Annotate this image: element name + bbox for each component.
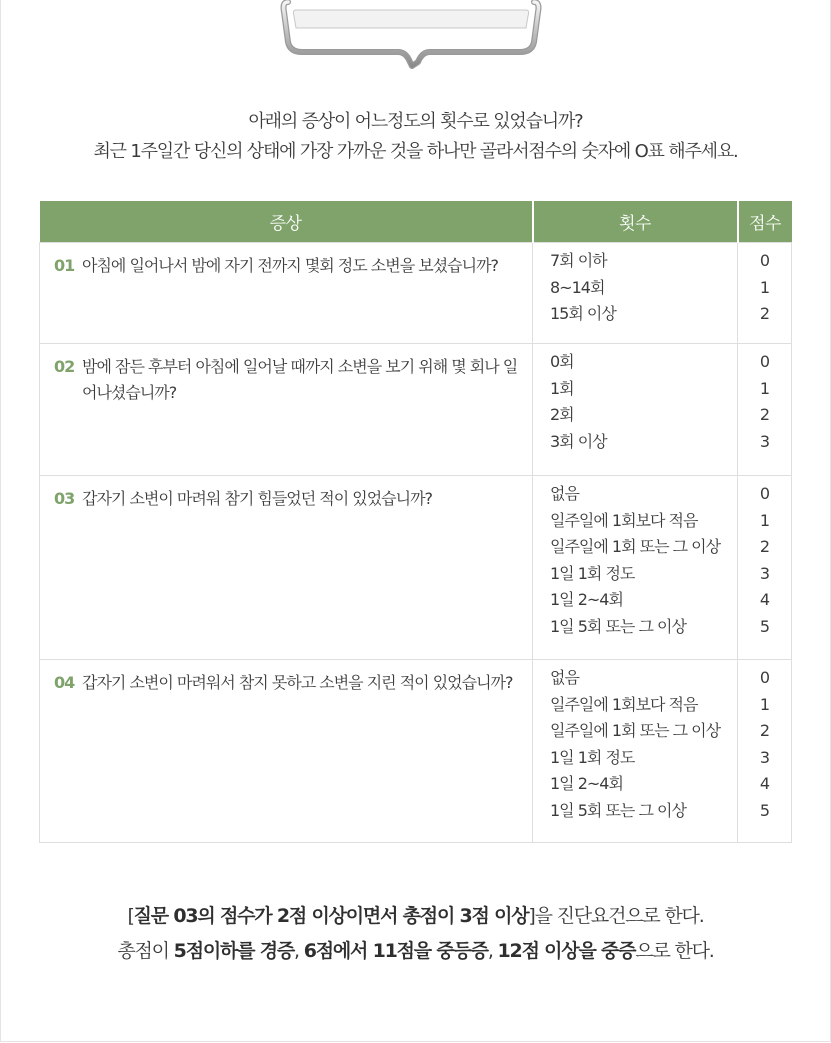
score-value[interactable]: 1 xyxy=(759,378,770,398)
frequency-option: 7회 이하 xyxy=(550,251,607,270)
intro-line-1: 아래의 증상이 어느정도의 횟수로 있었습니까? xyxy=(248,111,583,132)
frequency-option: 없음 xyxy=(550,484,579,503)
score-value[interactable]: 2 xyxy=(759,405,770,424)
table-row xyxy=(40,476,792,660)
frequency-option: 1회 xyxy=(550,378,574,398)
question-number: 02 xyxy=(54,357,75,376)
score-value[interactable]: 5 xyxy=(759,616,770,636)
question-cell xyxy=(40,344,533,476)
frequency-cell xyxy=(533,476,738,660)
score-value[interactable]: 0 xyxy=(759,668,770,687)
score-value[interactable]: 5 xyxy=(759,800,770,820)
question-cell xyxy=(40,476,533,660)
score-value[interactable]: 2 xyxy=(759,721,770,740)
score-value[interactable]: 4 xyxy=(759,774,770,793)
note-mild-bold: 5점이하를 경증 xyxy=(173,940,295,962)
header-symptom: 증상 xyxy=(40,201,533,243)
question-number: 04 xyxy=(54,673,75,692)
frequency-option: 일주일에 1회 또는 그 이상 xyxy=(550,537,721,556)
score-cell xyxy=(738,476,792,660)
clipboard-clip-icon xyxy=(278,0,544,72)
note-text: , xyxy=(294,940,304,962)
frequency-option: 일주일에 1회 또는 그 이상 xyxy=(550,721,721,740)
score-cell xyxy=(738,344,792,476)
frequency-option: 8~14회 xyxy=(550,277,605,297)
frequency-option: 0회 xyxy=(550,352,574,371)
frequency-option: 1일 5회 또는 그 이상 xyxy=(550,800,686,820)
score-value[interactable]: 2 xyxy=(759,537,770,556)
score-value[interactable]: 0 xyxy=(759,352,770,371)
score-value[interactable]: 3 xyxy=(759,747,770,767)
score-value[interactable]: 2 xyxy=(759,304,770,323)
severity-scale-note xyxy=(0,936,831,963)
note-text: , xyxy=(487,940,498,962)
score-value[interactable]: 3 xyxy=(759,431,770,451)
score-cell xyxy=(738,243,792,344)
question-text: 갑자기 소변이 마려워서 참지 못하고 소변을 지린 적이 있었습니까? xyxy=(82,673,513,692)
frequency-cell xyxy=(533,243,738,344)
question-cell xyxy=(40,243,533,344)
note-moderate-bold: 6점에서 11점을 중등증 xyxy=(303,940,488,962)
question-number: 03 xyxy=(54,489,75,508)
frequency-option: 일주일에 1회보다 적음 xyxy=(550,694,698,714)
frequency-option: 15회 이상 xyxy=(550,304,616,323)
score-value[interactable]: 1 xyxy=(759,694,770,714)
symptom-score-table xyxy=(39,201,792,843)
score-value[interactable]: 1 xyxy=(759,510,770,530)
table-row xyxy=(40,243,792,344)
question-cell xyxy=(40,660,533,843)
frequency-cell xyxy=(533,344,738,476)
score-value[interactable]: 1 xyxy=(759,277,770,297)
frequency-option: 1일 1회 정도 xyxy=(550,747,635,767)
frequency-option: 없음 xyxy=(550,668,579,687)
score-value[interactable]: 0 xyxy=(759,251,770,270)
frequency-option: 1일 1회 정도 xyxy=(550,563,635,583)
frequency-option: 2회 xyxy=(550,405,574,424)
diagnosis-criteria-note xyxy=(0,901,831,928)
frequency-option: 일주일에 1회보다 적음 xyxy=(550,510,698,530)
table-row xyxy=(40,344,792,476)
note-text: 으로 한다. xyxy=(635,940,714,962)
note-criteria-bold: 질문 03의 점수가 2점 이상이면서 총점이 3점 이상 xyxy=(133,905,529,927)
score-value[interactable]: 0 xyxy=(759,484,770,503)
score-value[interactable]: 3 xyxy=(759,563,770,583)
question-text: 갑자기 소변이 마려워 참기 힘들었던 적이 있었습니까? xyxy=(82,489,433,508)
note-criteria-rest: ]을 진단요건으로 한다. xyxy=(528,905,704,927)
note-text: 총점이 xyxy=(117,940,174,962)
table-header-row xyxy=(40,201,792,243)
question-text: 밤에 잠든 후부터 아침에 일어날 때까지 소변을 보기 위해 몇 회나 일어나셨습니까? xyxy=(82,357,518,402)
score-cell xyxy=(738,660,792,843)
frequency-option: 1일 2~4회 xyxy=(550,590,623,609)
note-bracket-open: [ xyxy=(127,905,134,927)
frequency-cell xyxy=(533,660,738,843)
intro-line-2: 최근 1주일간 당신의 상태에 가장 가까운 것을 하나만 골라서점수의 숫자에 O표 해주세요. xyxy=(93,141,738,162)
frequency-option: 1일 2~4회 xyxy=(550,774,623,793)
frequency-option: 3회 이상 xyxy=(550,431,607,451)
table-row xyxy=(40,660,792,843)
score-value[interactable]: 4 xyxy=(759,590,770,609)
header-frequency: 횟수 xyxy=(533,201,738,243)
frequency-option: 1일 5회 또는 그 이상 xyxy=(550,616,686,636)
header-score: 점수 xyxy=(738,201,792,243)
question-text: 아침에 일어나서 밤에 자기 전까지 몇회 정도 소변을 보셨습니까? xyxy=(82,256,499,275)
question-number: 01 xyxy=(54,256,75,275)
note-severe-bold: 12점 이상을 중증 xyxy=(497,940,636,962)
